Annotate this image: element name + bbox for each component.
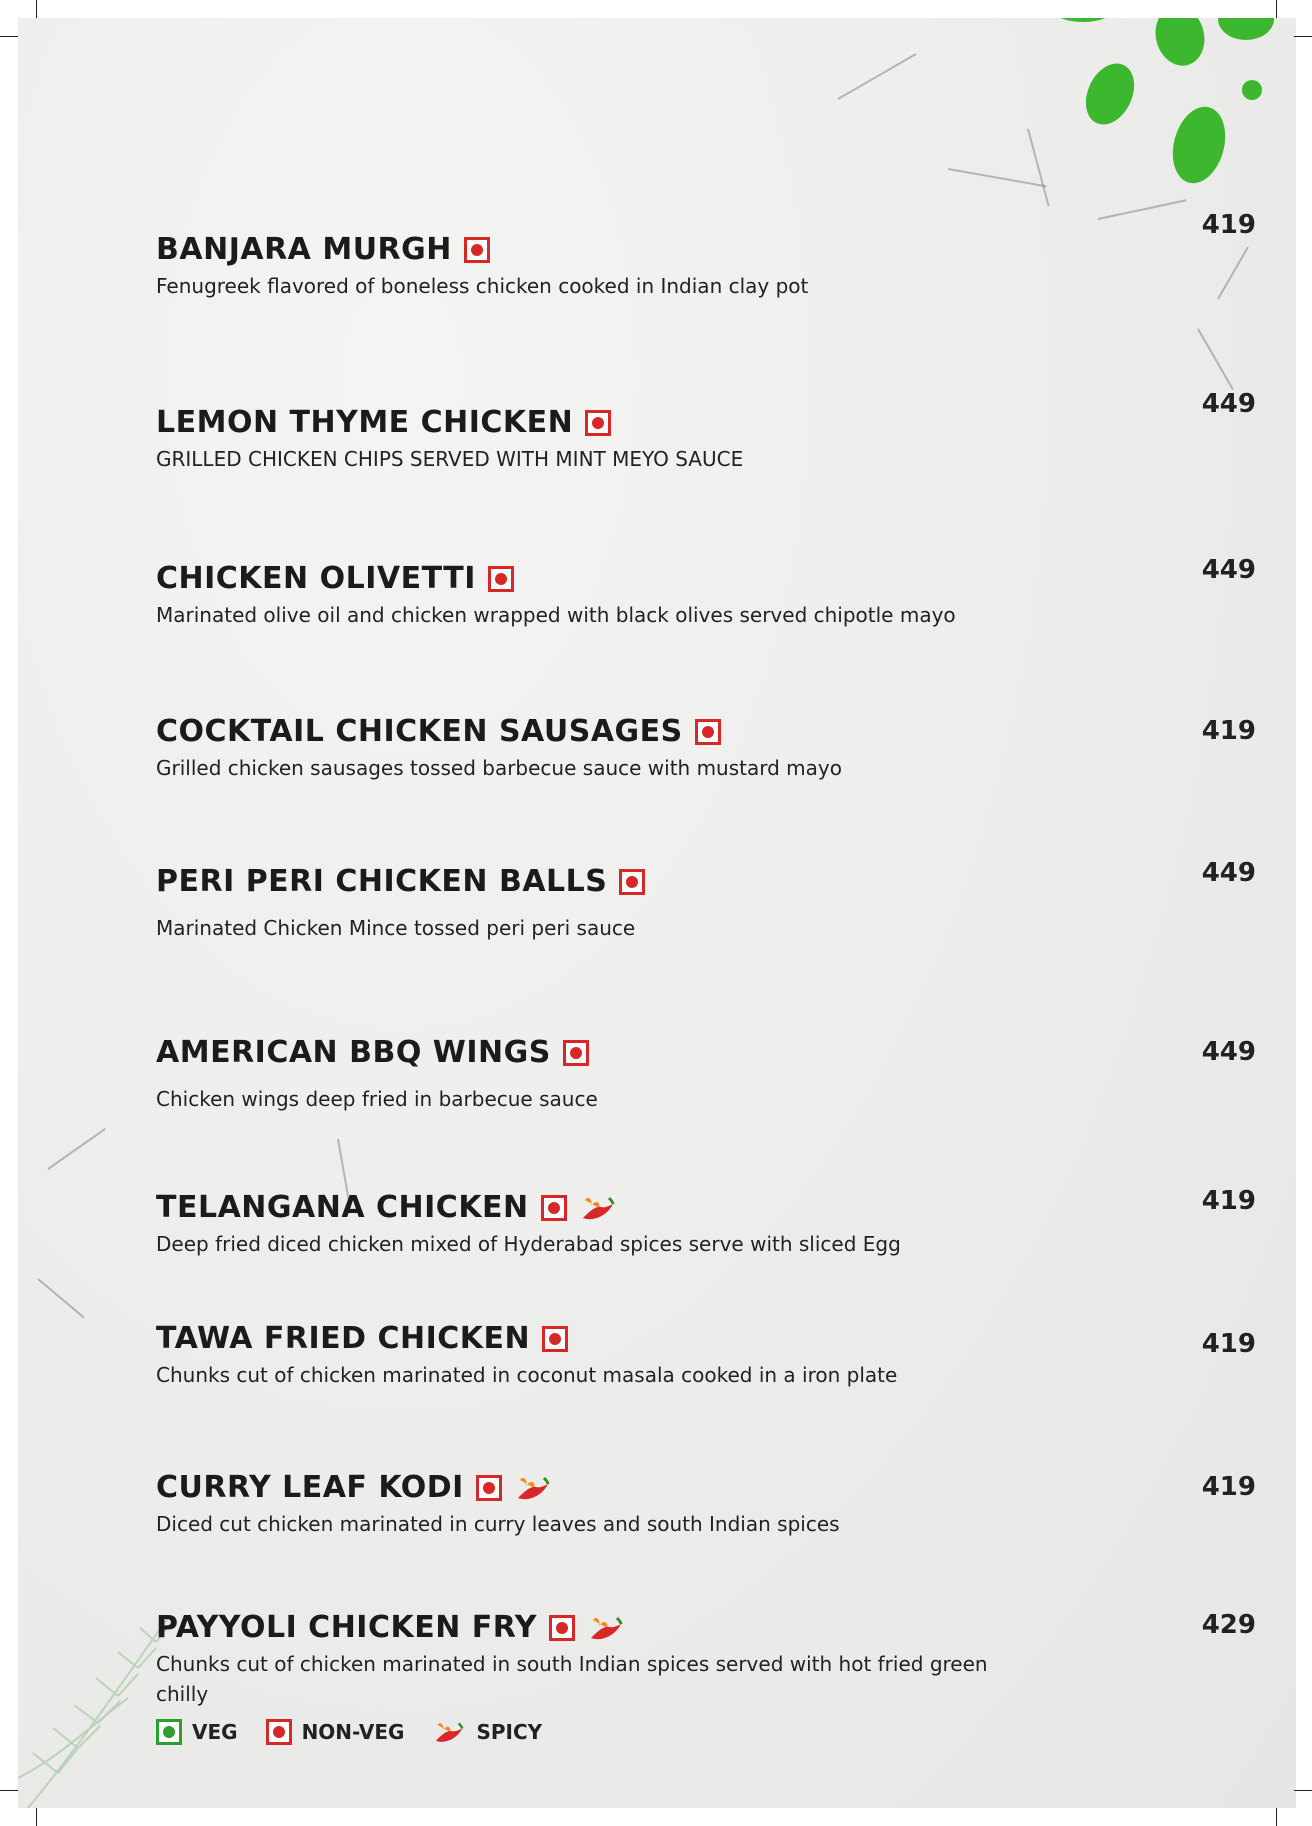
dandelion-seed-decoration [47, 1128, 105, 1170]
crop-mark [1294, 1790, 1312, 1791]
item-name: LEMON THYME CHICKEN [156, 405, 574, 440]
veg-icon [156, 1719, 182, 1745]
dandelion-seed-decoration [1197, 329, 1234, 391]
green-blob-decoration [1242, 80, 1262, 100]
item-name: AMERICAN BBQ WINGS [156, 1035, 551, 1070]
non-veg-icon [488, 566, 514, 592]
item-price: 449 [1201, 858, 1256, 888]
item-name: CURRY LEAF KODI [156, 1470, 464, 1505]
green-blob-decoration [1218, 18, 1274, 40]
non-veg-icon [464, 237, 490, 263]
item-name: TELANGANA CHICKEN [156, 1190, 529, 1225]
item-name: PERI PERI CHICKEN BALLS [156, 864, 608, 899]
crop-mark [36, 0, 37, 18]
legend-spicy [432, 1718, 542, 1746]
item-price: 449 [1201, 555, 1256, 585]
non-veg-icon [542, 1326, 568, 1352]
item-name: COCKTAIL CHICKEN SAUSAGES [156, 714, 683, 749]
item-description: Diced cut chicken marinated in curry leaves and south Indian spices [156, 1512, 840, 1536]
item-price: 419 [1201, 1329, 1256, 1359]
legend-non-veg-label: NON-VEG [301, 1720, 405, 1744]
item-price: 419 [1201, 716, 1256, 746]
crop-mark [36, 1808, 37, 1826]
green-blob-decoration [1149, 18, 1211, 71]
menu-item [156, 714, 1256, 783]
item-price: 429 [1201, 1610, 1256, 1640]
green-blob-decoration [1048, 18, 1118, 22]
dandelion-seed-decoration [37, 1278, 84, 1318]
non-veg-icon [563, 1040, 589, 1066]
spicy-chilli-icon [587, 1612, 625, 1644]
item-description: GRILLED CHICKEN CHIPS SERVED WITH MINT MEYO SAUCE [156, 447, 744, 471]
spicy-chilli-icon [514, 1472, 552, 1504]
item-price: 449 [1201, 389, 1256, 419]
dandelion-seed-decoration [1027, 129, 1050, 207]
item-price: 449 [1201, 1037, 1256, 1067]
item-price: 419 [1201, 1186, 1256, 1216]
menu-item [156, 1470, 1256, 1539]
non-veg-icon [266, 1719, 292, 1745]
item-price: 419 [1201, 1472, 1256, 1502]
menu-item [156, 389, 1256, 474]
crop-mark [0, 1790, 18, 1791]
menu-item [156, 1035, 1256, 1114]
menu-item [156, 1321, 1256, 1390]
spicy-chilli-icon [579, 1192, 617, 1224]
menu-page [18, 18, 1296, 1808]
crop-mark [1276, 1808, 1277, 1826]
item-description: Fenugreek flavored of boneless chicken cooked in Indian clay pot [156, 274, 809, 298]
legend-veg [156, 1719, 238, 1745]
non-veg-icon [585, 410, 611, 436]
item-description: Chunks cut of chicken marinated in south Indian spices served with hot fried green chilly [156, 1652, 988, 1706]
dandelion-seed-decoration [838, 53, 917, 100]
item-name: CHICKEN OLIVETTI [156, 561, 476, 596]
item-description: Marinated Chicken Mince tossed peri peri sauce [156, 916, 636, 940]
non-veg-icon [476, 1475, 502, 1501]
spicy-chilli-icon [432, 1718, 466, 1746]
item-description: Marinated olive oil and chicken wrapped with black olives served chipotle mayo [156, 603, 956, 627]
crop-mark [1276, 0, 1277, 18]
menu-item [156, 210, 1256, 301]
item-description: Deep fried diced chicken mixed of Hyderabad spices serve with sliced Egg [156, 1232, 901, 1256]
item-description: Chunks cut of chicken marinated in coconut masala cooked in a iron plate [156, 1363, 898, 1387]
menu-item [156, 1610, 1256, 1709]
non-veg-icon [619, 869, 645, 895]
non-veg-icon [541, 1195, 567, 1221]
menu-item [156, 858, 1256, 943]
menu-item [156, 1186, 1256, 1259]
menu-item [156, 555, 1256, 630]
green-blob-decoration [1077, 56, 1144, 133]
legend-spicy-label: SPICY [476, 1720, 543, 1744]
item-description: Chicken wings deep fried in barbecue sauce [156, 1087, 598, 1111]
crop-mark [0, 36, 18, 37]
non-veg-icon [549, 1615, 575, 1641]
dandelion-seed-decoration [1098, 199, 1186, 220]
legend-veg-label: VEG [192, 1720, 238, 1744]
non-veg-icon [695, 719, 721, 745]
item-description: Grilled chicken sausages tossed barbecue sauce with mustard mayo [156, 756, 842, 780]
item-name: TAWA FRIED CHICKEN [156, 1321, 531, 1356]
legend [156, 1718, 570, 1746]
green-blob-decoration [1165, 101, 1233, 189]
dandelion-seed-decoration [948, 168, 1047, 187]
item-price: 419 [1201, 210, 1256, 240]
legend-non-veg [266, 1719, 405, 1745]
crop-mark [1294, 36, 1312, 37]
item-name: PAYYOLI CHICKEN FRY [156, 1610, 537, 1645]
item-name: BANJARA MURGH [156, 232, 452, 267]
